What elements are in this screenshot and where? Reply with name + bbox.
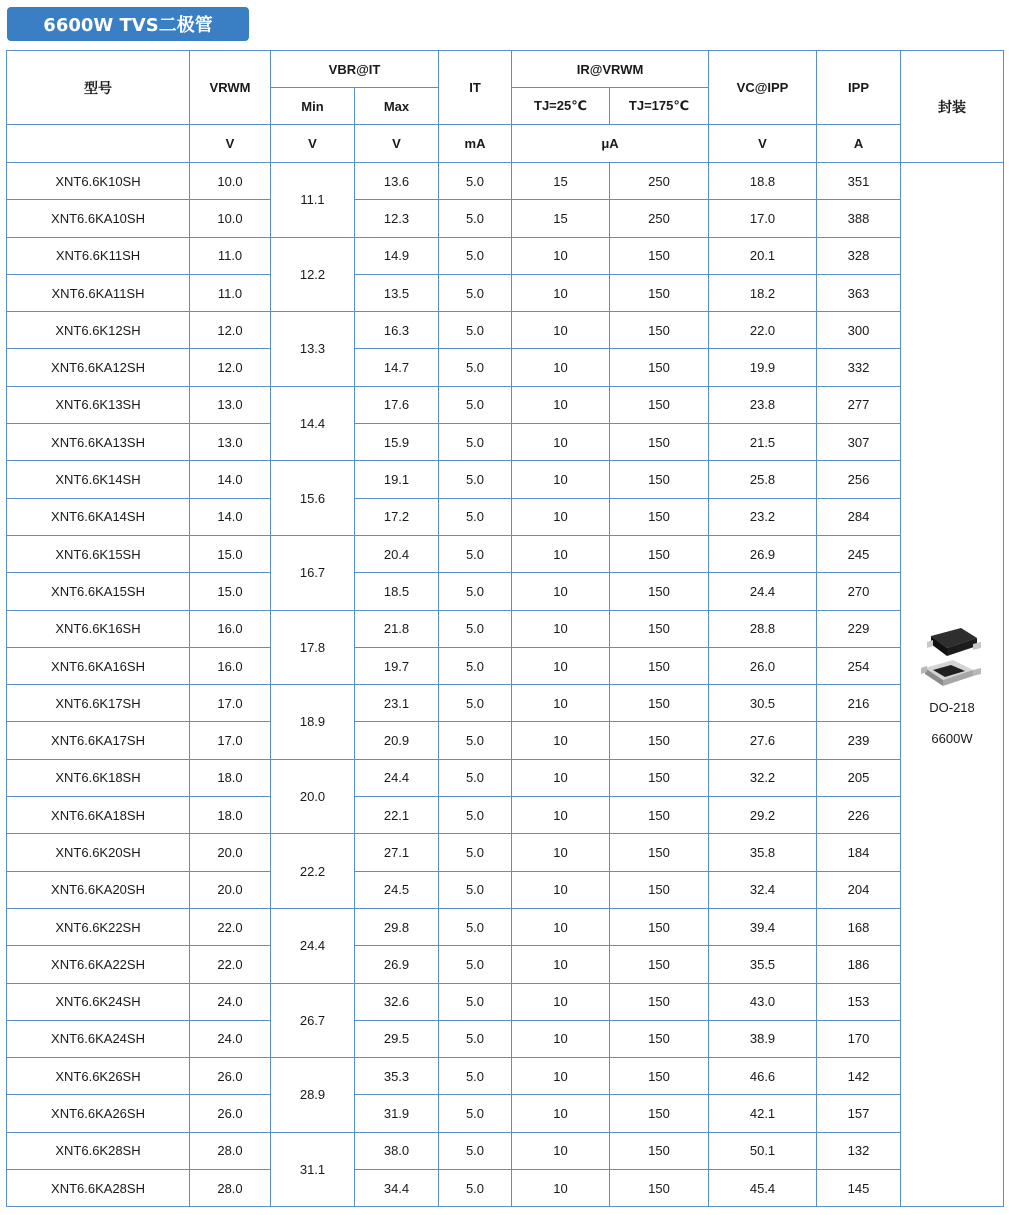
cell-ir-175: 150	[610, 237, 709, 274]
cell-ipp: 184	[817, 834, 901, 871]
cell-it: 5.0	[439, 535, 512, 572]
cell-vrwm: 26.0	[190, 1058, 271, 1095]
cell-vrwm: 20.0	[190, 834, 271, 871]
cell-vc: 46.6	[709, 1058, 817, 1095]
cell-model: XNT6.6K12SH	[7, 312, 190, 349]
cell-vrwm: 13.0	[190, 424, 271, 461]
package-power: 6600W	[931, 730, 973, 746]
cell-vbr-max: 19.1	[355, 461, 439, 498]
package-name: DO-218	[929, 699, 975, 715]
cell-vbr-min: 15.6	[271, 461, 355, 536]
cell-ir-25: 10	[512, 946, 610, 983]
cell-model: XNT6.6KA28SH	[7, 1170, 190, 1207]
cell-model: XNT6.6KA13SH	[7, 424, 190, 461]
cell-vbr-max: 32.6	[355, 983, 439, 1020]
cell-model: XNT6.6K26SH	[7, 1058, 190, 1095]
cell-it: 5.0	[439, 946, 512, 983]
cell-model: XNT6.6K24SH	[7, 983, 190, 1020]
cell-model: XNT6.6KA26SH	[7, 1095, 190, 1132]
cell-vc: 17.0	[709, 200, 817, 237]
cell-vbr-max: 19.7	[355, 647, 439, 684]
cell-ipp: 142	[817, 1058, 901, 1095]
cell-it: 5.0	[439, 908, 512, 945]
cell-vbr-min: 20.0	[271, 759, 355, 834]
cell-it: 5.0	[439, 274, 512, 311]
cell-vc: 22.0	[709, 312, 817, 349]
cell-vbr-max: 13.5	[355, 274, 439, 311]
unit-vrwm: V	[190, 125, 271, 163]
page-title: 6600W TVS二极管	[7, 7, 249, 41]
table-row	[7, 274, 1004, 311]
cell-vc: 26.9	[709, 535, 817, 572]
cell-vc: 39.4	[709, 908, 817, 945]
table-row	[7, 1132, 1004, 1169]
cell-ir-175: 150	[610, 312, 709, 349]
cell-vrwm: 14.0	[190, 461, 271, 498]
cell-ir-175: 150	[610, 535, 709, 572]
cell-vrwm: 28.0	[190, 1170, 271, 1207]
header-ir-175: TJ=175℃	[610, 88, 709, 125]
cell-vc: 32.4	[709, 871, 817, 908]
cell-vc: 50.1	[709, 1132, 817, 1169]
package-info	[901, 624, 1003, 746]
cell-ir-25: 10	[512, 647, 610, 684]
cell-vrwm: 26.0	[190, 1095, 271, 1132]
cell-it: 5.0	[439, 1095, 512, 1132]
table-row	[7, 535, 1004, 572]
cell-model: XNT6.6KA16SH	[7, 647, 190, 684]
cell-vbr-min: 26.7	[271, 983, 355, 1058]
cell-model: XNT6.6KA10SH	[7, 200, 190, 237]
cell-ir-175: 150	[610, 871, 709, 908]
cell-ir-25: 10	[512, 722, 610, 759]
table-row	[7, 1020, 1004, 1057]
cell-vbr-min: 12.2	[271, 237, 355, 312]
cell-ipp: 351	[817, 163, 901, 200]
cell-ir-25: 10	[512, 797, 610, 834]
cell-ir-25: 10	[512, 349, 610, 386]
cell-ipp: 307	[817, 424, 901, 461]
cell-vc: 18.8	[709, 163, 817, 200]
cell-it: 5.0	[439, 461, 512, 498]
cell-vbr-max: 14.7	[355, 349, 439, 386]
cell-vbr-max: 16.3	[355, 312, 439, 349]
cell-model: XNT6.6K11SH	[7, 237, 190, 274]
cell-ir-175: 150	[610, 759, 709, 796]
cell-ir-25: 10	[512, 759, 610, 796]
cell-ir-175: 150	[610, 685, 709, 722]
cell-ir-175: 250	[610, 200, 709, 237]
cell-model: XNT6.6K28SH	[7, 1132, 190, 1169]
cell-ir-25: 10	[512, 274, 610, 311]
cell-it: 5.0	[439, 797, 512, 834]
cell-vrwm: 17.0	[190, 722, 271, 759]
cell-vc: 35.8	[709, 834, 817, 871]
cell-vc: 27.6	[709, 722, 817, 759]
cell-ipp: 229	[817, 610, 901, 647]
cell-vrwm: 10.0	[190, 163, 271, 200]
table-row	[7, 797, 1004, 834]
cell-vc: 23.2	[709, 498, 817, 535]
unit-vc: V	[709, 125, 817, 163]
table-row	[7, 647, 1004, 684]
header-package: 封装	[901, 51, 1004, 163]
cell-vrwm: 22.0	[190, 908, 271, 945]
cell-it: 5.0	[439, 647, 512, 684]
cell-it: 5.0	[439, 424, 512, 461]
package-cell	[901, 163, 1004, 1207]
table-row	[7, 163, 1004, 200]
cell-vrwm: 16.0	[190, 610, 271, 647]
cell-ir-25: 10	[512, 573, 610, 610]
cell-vc: 42.1	[709, 1095, 817, 1132]
cell-ipp: 153	[817, 983, 901, 1020]
header-ir: IR@VRWM	[512, 51, 709, 88]
cell-ir-25: 10	[512, 871, 610, 908]
cell-ir-25: 10	[512, 498, 610, 535]
cell-ipp: 332	[817, 349, 901, 386]
cell-ir-175: 150	[610, 1020, 709, 1057]
cell-ipp: 245	[817, 535, 901, 572]
cell-ir-25: 15	[512, 200, 610, 237]
cell-vc: 35.5	[709, 946, 817, 983]
cell-it: 5.0	[439, 1058, 512, 1095]
table-row	[7, 946, 1004, 983]
cell-vrwm: 13.0	[190, 386, 271, 423]
cell-ir-25: 10	[512, 461, 610, 498]
cell-ipp: 300	[817, 312, 901, 349]
cell-vc: 23.8	[709, 386, 817, 423]
cell-vbr-max: 23.1	[355, 685, 439, 722]
cell-vc: 26.0	[709, 647, 817, 684]
unit-it: mA	[439, 125, 512, 163]
cell-vbr-max: 13.6	[355, 163, 439, 200]
cell-vbr-max: 12.3	[355, 200, 439, 237]
header-vbr: VBR@IT	[271, 51, 439, 88]
cell-vbr-max: 18.5	[355, 573, 439, 610]
cell-it: 5.0	[439, 871, 512, 908]
cell-ipp: 239	[817, 722, 901, 759]
table-row	[7, 1058, 1004, 1095]
cell-vbr-max: 21.8	[355, 610, 439, 647]
cell-it: 5.0	[439, 237, 512, 274]
cell-ir-175: 150	[610, 908, 709, 945]
cell-it: 5.0	[439, 349, 512, 386]
cell-ipp: 226	[817, 797, 901, 834]
cell-model: XNT6.6KA17SH	[7, 722, 190, 759]
cell-vrwm: 12.0	[190, 312, 271, 349]
cell-vc: 29.2	[709, 797, 817, 834]
cell-vc: 25.8	[709, 461, 817, 498]
cell-vbr-max: 15.9	[355, 424, 439, 461]
cell-ir-25: 10	[512, 1170, 610, 1207]
header-vbr-min: Min	[271, 88, 355, 125]
cell-vc: 19.9	[709, 349, 817, 386]
cell-model: XNT6.6KA24SH	[7, 1020, 190, 1057]
cell-ipp: 170	[817, 1020, 901, 1057]
header-vbr-max: Max	[355, 88, 439, 125]
cell-ir-25: 10	[512, 1095, 610, 1132]
cell-vbr-max: 29.5	[355, 1020, 439, 1057]
table-row	[7, 610, 1004, 647]
cell-it: 5.0	[439, 685, 512, 722]
table-row	[7, 573, 1004, 610]
cell-ipp: 388	[817, 200, 901, 237]
cell-vbr-max: 17.6	[355, 386, 439, 423]
cell-vrwm: 14.0	[190, 498, 271, 535]
cell-ir-175: 150	[610, 797, 709, 834]
cell-ipp: 132	[817, 1132, 901, 1169]
cell-vbr-max: 34.4	[355, 1170, 439, 1207]
cell-vbr-min: 11.1	[271, 163, 355, 238]
cell-vrwm: 20.0	[190, 871, 271, 908]
table-row	[7, 461, 1004, 498]
table-row	[7, 349, 1004, 386]
cell-model: XNT6.6K15SH	[7, 535, 190, 572]
cell-model: XNT6.6KA18SH	[7, 797, 190, 834]
smd-diode-package-icon	[917, 624, 987, 694]
cell-ipp: 363	[817, 274, 901, 311]
cell-ir-25: 10	[512, 983, 610, 1020]
cell-model: XNT6.6KA15SH	[7, 573, 190, 610]
cell-ir-25: 10	[512, 610, 610, 647]
cell-model: XNT6.6K16SH	[7, 610, 190, 647]
cell-vbr-min: 13.3	[271, 312, 355, 387]
cell-ir-25: 10	[512, 1132, 610, 1169]
cell-ir-175: 150	[610, 647, 709, 684]
cell-it: 5.0	[439, 573, 512, 610]
cell-vc: 38.9	[709, 1020, 817, 1057]
cell-ir-175: 150	[610, 1170, 709, 1207]
cell-vrwm: 17.0	[190, 685, 271, 722]
cell-it: 5.0	[439, 983, 512, 1020]
cell-vc: 30.5	[709, 685, 817, 722]
cell-vbr-max: 27.1	[355, 834, 439, 871]
cell-vbr-max: 17.2	[355, 498, 439, 535]
table-header	[7, 51, 1004, 163]
table-row	[7, 983, 1004, 1020]
cell-ir-175: 150	[610, 610, 709, 647]
cell-model: XNT6.6KA11SH	[7, 274, 190, 311]
cell-vrwm: 24.0	[190, 983, 271, 1020]
cell-vbr-max: 14.9	[355, 237, 439, 274]
cell-it: 5.0	[439, 200, 512, 237]
table-row	[7, 386, 1004, 423]
cell-vbr-max: 22.1	[355, 797, 439, 834]
cell-vbr-max: 38.0	[355, 1132, 439, 1169]
cell-vbr-min: 18.9	[271, 685, 355, 760]
cell-it: 5.0	[439, 163, 512, 200]
cell-vrwm: 15.0	[190, 535, 271, 572]
cell-ir-25: 10	[512, 1058, 610, 1095]
cell-vrwm: 12.0	[190, 349, 271, 386]
table-row	[7, 312, 1004, 349]
cell-it: 5.0	[439, 722, 512, 759]
cell-vc: 32.2	[709, 759, 817, 796]
cell-ir-25: 15	[512, 163, 610, 200]
cell-model: XNT6.6K20SH	[7, 834, 190, 871]
cell-vbr-max: 24.5	[355, 871, 439, 908]
table-row	[7, 200, 1004, 237]
cell-ir-175: 150	[610, 274, 709, 311]
header-vc: VC@IPP	[709, 51, 817, 125]
cell-it: 5.0	[439, 1020, 512, 1057]
table-body	[7, 163, 1004, 1207]
cell-it: 5.0	[439, 386, 512, 423]
cell-ir-175: 150	[610, 834, 709, 871]
cell-ir-175: 150	[610, 573, 709, 610]
cell-model: XNT6.6K18SH	[7, 759, 190, 796]
cell-ipp: 168	[817, 908, 901, 945]
table-row	[7, 237, 1004, 274]
unit-ir: μA	[512, 125, 709, 163]
cell-it: 5.0	[439, 498, 512, 535]
cell-model: XNT6.6K17SH	[7, 685, 190, 722]
cell-it: 5.0	[439, 1132, 512, 1169]
header-model-unit	[7, 125, 190, 163]
cell-vbr-max: 26.9	[355, 946, 439, 983]
cell-ipp: 254	[817, 647, 901, 684]
cell-ir-175: 150	[610, 1095, 709, 1132]
cell-vbr-min: 17.8	[271, 610, 355, 685]
header-it: IT	[439, 51, 512, 125]
cell-model: XNT6.6K22SH	[7, 908, 190, 945]
cell-ir-25: 10	[512, 834, 610, 871]
table-row	[7, 424, 1004, 461]
cell-ir-175: 150	[610, 946, 709, 983]
cell-ipp: 205	[817, 759, 901, 796]
table-row	[7, 834, 1004, 871]
cell-vc: 45.4	[709, 1170, 817, 1207]
cell-vbr-min: 28.9	[271, 1058, 355, 1133]
cell-ipp: 277	[817, 386, 901, 423]
cell-vc: 43.0	[709, 983, 817, 1020]
cell-ir-25: 10	[512, 237, 610, 274]
header-ipp: IPP	[817, 51, 901, 125]
cell-vc: 20.1	[709, 237, 817, 274]
table-row	[7, 908, 1004, 945]
cell-ipp: 145	[817, 1170, 901, 1207]
cell-vc: 18.2	[709, 274, 817, 311]
cell-model: XNT6.6KA20SH	[7, 871, 190, 908]
table-row	[7, 722, 1004, 759]
cell-vbr-max: 20.9	[355, 722, 439, 759]
cell-vbr-max: 24.4	[355, 759, 439, 796]
cell-ir-25: 10	[512, 424, 610, 461]
cell-vc: 28.8	[709, 610, 817, 647]
cell-it: 5.0	[439, 834, 512, 871]
cell-ir-25: 10	[512, 685, 610, 722]
table-row	[7, 871, 1004, 908]
cell-vbr-min: 14.4	[271, 386, 355, 461]
table-row	[7, 498, 1004, 535]
cell-ir-175: 150	[610, 461, 709, 498]
cell-vbr-max: 20.4	[355, 535, 439, 572]
table-row	[7, 1095, 1004, 1132]
cell-ir-175: 150	[610, 1058, 709, 1095]
cell-vbr-max: 31.9	[355, 1095, 439, 1132]
cell-vrwm: 18.0	[190, 797, 271, 834]
cell-vbr-max: 35.3	[355, 1058, 439, 1095]
cell-ir-25: 10	[512, 312, 610, 349]
cell-vrwm: 11.0	[190, 237, 271, 274]
cell-model: XNT6.6K14SH	[7, 461, 190, 498]
cell-it: 5.0	[439, 610, 512, 647]
cell-model: XNT6.6K10SH	[7, 163, 190, 200]
spec-table	[6, 50, 1004, 1207]
cell-vbr-min: 31.1	[271, 1132, 355, 1207]
cell-vbr-min: 24.4	[271, 908, 355, 983]
cell-it: 5.0	[439, 1170, 512, 1207]
unit-ipp: A	[817, 125, 901, 163]
table-row	[7, 1170, 1004, 1207]
cell-vbr-min: 16.7	[271, 535, 355, 610]
cell-ir-175: 150	[610, 722, 709, 759]
cell-vrwm: 24.0	[190, 1020, 271, 1057]
cell-ipp: 284	[817, 498, 901, 535]
cell-ipp: 216	[817, 685, 901, 722]
cell-ir-175: 150	[610, 424, 709, 461]
cell-ipp: 270	[817, 573, 901, 610]
cell-it: 5.0	[439, 312, 512, 349]
cell-ir-175: 150	[610, 349, 709, 386]
unit-vbr-max: V	[355, 125, 439, 163]
cell-vrwm: 28.0	[190, 1132, 271, 1169]
cell-ipp: 328	[817, 237, 901, 274]
cell-ir-25: 10	[512, 1020, 610, 1057]
cell-vc: 21.5	[709, 424, 817, 461]
cell-ir-175: 150	[610, 1132, 709, 1169]
cell-ipp: 186	[817, 946, 901, 983]
cell-ir-25: 10	[512, 535, 610, 572]
cell-vrwm: 18.0	[190, 759, 271, 796]
cell-ir-25: 10	[512, 908, 610, 945]
cell-ir-175: 150	[610, 498, 709, 535]
cell-model: XNT6.6KA22SH	[7, 946, 190, 983]
cell-ipp: 157	[817, 1095, 901, 1132]
cell-vc: 24.4	[709, 573, 817, 610]
table-row	[7, 685, 1004, 722]
cell-it: 5.0	[439, 759, 512, 796]
cell-vrwm: 22.0	[190, 946, 271, 983]
cell-model: XNT6.6KA14SH	[7, 498, 190, 535]
header-vrwm: VRWM	[190, 51, 271, 125]
cell-ir-175: 250	[610, 163, 709, 200]
table-row	[7, 759, 1004, 796]
cell-vbr-min: 22.2	[271, 834, 355, 909]
cell-ir-25: 10	[512, 386, 610, 423]
cell-vrwm: 10.0	[190, 200, 271, 237]
cell-ipp: 256	[817, 461, 901, 498]
cell-vrwm: 15.0	[190, 573, 271, 610]
cell-vrwm: 11.0	[190, 274, 271, 311]
cell-model: XNT6.6K13SH	[7, 386, 190, 423]
unit-vbr-min: V	[271, 125, 355, 163]
header-model: 型号	[7, 51, 190, 125]
cell-vbr-max: 29.8	[355, 908, 439, 945]
cell-model: XNT6.6KA12SH	[7, 349, 190, 386]
cell-ir-175: 150	[610, 386, 709, 423]
header-ir-25: TJ=25℃	[512, 88, 610, 125]
cell-ir-175: 150	[610, 983, 709, 1020]
cell-ipp: 204	[817, 871, 901, 908]
cell-vrwm: 16.0	[190, 647, 271, 684]
